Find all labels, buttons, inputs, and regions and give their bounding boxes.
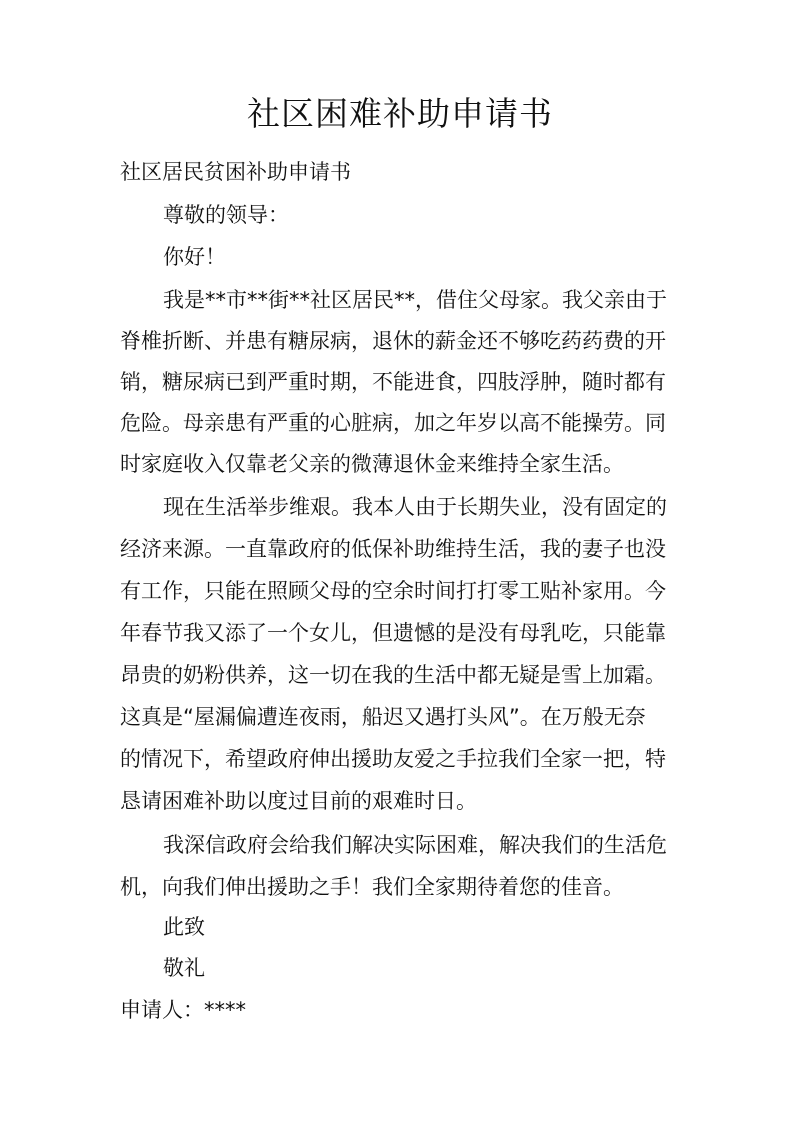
body-line: 我深信政府会给我们解决实际困难，解决我们的生活危 — [163, 833, 667, 857]
document-subtitle: 社区居民贫困补助申请书 — [120, 160, 351, 184]
body-line: 有工作，只能在照顾父母的空余时间打打零工贴补家用。今 — [120, 579, 666, 603]
body-line: 经济来源。一直靠政府的低保补助维持生活，我的妻子也没 — [120, 537, 666, 561]
body-line: 年春节我又添了一个女儿，但遗憾的是没有母乳吃，只能靠 — [120, 621, 666, 645]
body-line: 昂贵的奶粉供养，这一切在我的生活中都无疑是雪上加霜。 — [120, 663, 666, 687]
document-title: 社区困难补助申请书 — [247, 94, 553, 133]
closing-cizhi: 此致 — [163, 915, 205, 939]
greeting: 你好！ — [163, 245, 226, 269]
closing-jingli: 敬礼 — [163, 956, 205, 980]
body-line: 现在生活举步维艰。我本人由于长期失业，没有固定的 — [163, 495, 667, 519]
body-line: 脊椎折断、并患有糖尿病，退休的薪金还不够吃药药费的开 — [120, 329, 666, 353]
salutation: 尊敬的领导： — [163, 203, 289, 227]
body-line: 我是**市**街**社区居民**，借住父母家。我父亲由于 — [163, 288, 667, 312]
applicant-line: 申请人：**** — [120, 998, 246, 1022]
body-line: 机，向我们伸出援助之手！我们全家期待着您的佳音。 — [120, 875, 624, 899]
body-line: 时家庭收入仅靠老父亲的微薄退休金来维持全家生活。 — [120, 452, 624, 476]
body-line: 的情况下，希望政府伸出援助友爱之手拉我们全家一把，特 — [120, 747, 666, 771]
body-line: 销，糖尿病已到严重时期，不能进食，四肢浮肿，随时都有 — [120, 370, 666, 394]
body-line: 危险。母亲患有严重的心脏病，加之年岁以高不能操劳。同 — [120, 411, 666, 435]
body-line: 这真是“屋漏偏遭连夜雨，船迟又遇打头风”。在万般无奈 — [120, 705, 646, 729]
body-line: 恳请困难补助以度过目前的艰难时日。 — [120, 789, 477, 813]
